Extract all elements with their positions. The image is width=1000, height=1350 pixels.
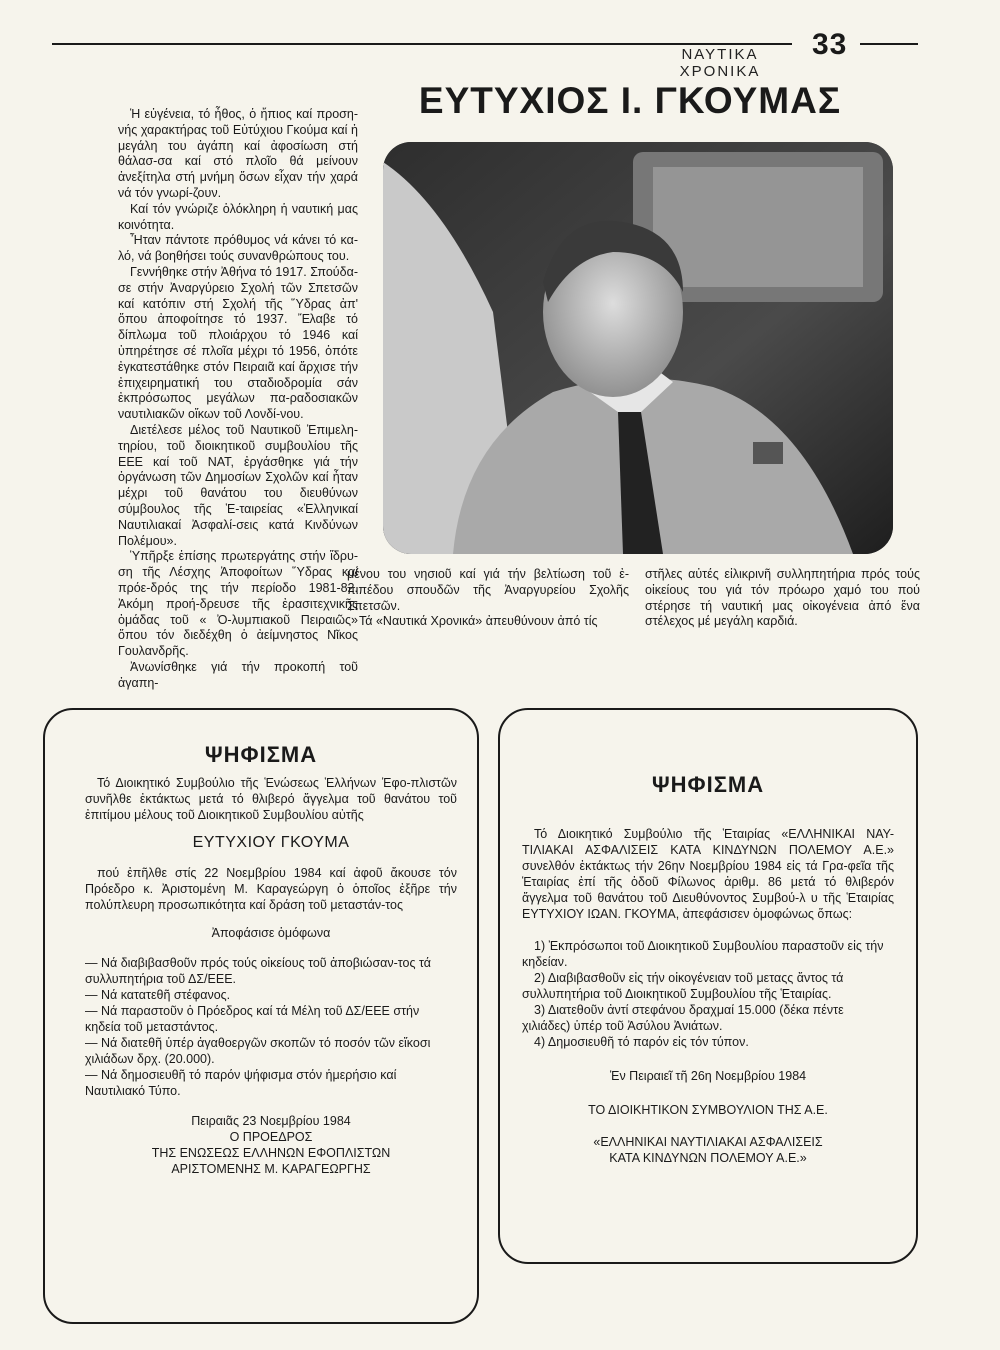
resolution-left-name: ΕΥΤΥΧΙΟΥ ΓΚΟΥΜΑ	[192, 834, 350, 851]
paragraph: Ἀνωνίσθηκε γιά τήν προκοπή τοῦ ἀγαπη-	[118, 659, 358, 690]
resolution-right-title: ΨΗΦΙΣΜΑ	[651, 772, 765, 797]
resolution-left-item: — Νά διαβιβασθοῦν πρός τούς οἰκείους τοῦ ἀποβιώσαν-τος τά συλλυπητήρια τοῦ ΔΣ/ΕΕΕ.	[85, 956, 431, 986]
resolution-right-intro: Τό Διοικητικό Συμβούλιο τῆς Ἑταιρίας «ΕΛΛΗΝΙΚΑΙ ΝΑΥ-ΤΙΛΙΑΚΑΙ ΑΣΦΑΛΙΣΕΙΣ ΚΑΤΑ ΚΙΝΔΥΝΩΝ ΠΟΛΕΜΟΥ Α.Ε.» συνελθόν ἐκτάκτως τήν 26ην Νοεμβρίου 1984 εἰς τά Γρα-φεῖα τῆς Ἑταιρίας ἐπί τῆς ὁδοῦ Φίλωνος ἀριθμ. 86 μετά τό θλιβερόν ἄγγελμα τοῦ θανάτου τοῦ Διευθύνοντος Συμβού-λ υ τῆς Ἑταιρίας ΕΥΤΥΧΙΟΥ ΙΩΑΝ. ΓΚΟΥΜΑ, ἀπεφάσισεν ὁμοφώνως ὅπως:	[522, 827, 894, 921]
paragraph: Ὑπῆρξε ἐπίσης πρωτεργάτης στήν ἵδρυ-ση τῆς Λέσχης Ἀποφοίτων Ὕδρας καί πρόε-δρός της τήν περίοδο 1981-82. Ἀκόμη προή-δρευσε τῆς ἐρασιτεχνικῆς ὁμάδας τοῦ « Ὀ-λυμπιακοῦ Πειραιῶς» ὅπου τόν διεδέχθη ὁ ἀείμνηστος Νῖκος Γουλανδρῆς.	[118, 549, 358, 659]
resolution-left-content	[85, 775, 457, 1177]
header-rule-left	[52, 43, 792, 45]
paragraph: Ἦταν πάντοτε πρόθυμος νά κάνει τό κα-λό, νά βοηθήσει τούς συνανθρώπους του.	[118, 233, 358, 264]
resolution-right-company-1: «ΕΛΛΗΝΙΚΑΙ ΝΑΥΤΙΛΙΑΚΑΙ ΑΣΦΑΛΙΣΕΙΣ	[593, 1135, 823, 1149]
portrait-photo	[383, 142, 893, 554]
article-column-1	[118, 107, 358, 691]
article-title: ΕΥΤΥΧΙΟΣ Ι. ΓΚΟΥΜΑΣ	[418, 80, 842, 121]
header-rule-right	[860, 43, 918, 45]
page-number: 33	[812, 28, 848, 61]
paragraph: Γεννήθηκε στήν Ἀθήνα τό 1917. Σπούδα-σε στήν Ἀναργύρειο Σχολή τῶν Σπετσῶν καί κατόπιν στή Σχολή τῆς Ὕδρας ἀπ' ὅπου ἀποφοίτησε τό 1937. Ἔλαβε τό δίπλωμα τοῦ πλοιάρχου τό 1946 καί ὑπηρέτησε σέ πλοῖα μέχρι τό 1956, ὁπότε ἐγκατεστάθηκε στόν Πειραιᾶ καί ἄρχισε τήν ἐπιχειρηματική του σταδιοδρομία σάν ἐκπρόσωπος μεγάλων πα-ραδοσιακῶν ναυτιλιακῶν οἴκων τοῦ Λονδί-νου.	[118, 264, 358, 422]
portrait-illustration	[383, 142, 893, 554]
resolution-left-item: — Νά διατεθῆ ὑπέρ ἀγαθοεργῶν σκοπῶν τό ποσόν τῶν εἴκοσι χιλιάδων δρχ. (20.000).	[85, 1036, 431, 1066]
resolution-right-item: 1) Ἐκπρόσωποι τοῦ Διοικητικοῦ Συμβουλίου παραστοῦν εἰς τήν κηδείαν.	[522, 939, 884, 969]
signature-line: Ο ΠΡΟΕΔΡΟΣ	[229, 1130, 313, 1144]
signature-line: ΤΗΣ ΕΝΩΣΕΩΣ ΕΛΛΗΝΩΝ ΕΦΟΠΛΙΣΤΩΝ	[151, 1146, 391, 1160]
resolution-left-intro: Τό Διοικητικό Συμβούλιο τῆς Ἑνώσεως Ἑλλήνων Ἐφο-πλιστῶν συνῆλθε ἐκτάκτως μετά τό θλιβερό ἄγγελμα τοῦ θανάτου τοῦ ἐπιτίμου μέλους τοῦ Διοικητικοῦ Συμβουλίου αὐτῆς	[85, 776, 457, 822]
resolution-right-item: 4) Δημοσιευθῆ τό παρόν εἰς τόν τύπον.	[534, 1035, 749, 1049]
resolution-right-content	[522, 826, 894, 1166]
article-column-3	[645, 567, 920, 630]
paragraph: Καί τόν γνώριζε ὁλόκληρη ἡ ναυτική μας κοινότητα.	[118, 201, 358, 232]
resolution-right-item: 3) Διατεθοῦν ἀντί στεφάνου δραχμαί 15.000 (δέκα πέντε χιλιάδες) ὑπέρ τοῦ Ἀσύλου Ἀνιάτων.	[522, 1003, 844, 1033]
resolution-right-item: 2) Διαβιβασθοῦν εἰς τήν οἰκογένειαν τοῦ μεταςς ἄντος τά συλλυπητήρια τοῦ Διοικητικοῦ Συμβουλίου τῆς Ἑταιρίας.	[522, 971, 844, 1001]
magazine-title: ΝΑΥΤΙΚΑ ΧΡΟΝΙΚΑ	[679, 46, 761, 80]
resolution-left-signature	[85, 1113, 457, 1177]
resolution-right-board: ΤΟ ΔΙΟΙΚΗΤΙΚΟΝ ΣΥΜΒΟΥΛΙΟΝ ΤΗΣ Α.Ε.	[588, 1103, 828, 1117]
resolution-left-decision: Ἀποφάσισε ὁμόφωνα	[211, 926, 331, 940]
resolution-right-items	[522, 938, 894, 1050]
resolution-left-item: — Νά κατατεθῆ στέφανος.	[85, 988, 231, 1002]
signature-line: ΑΡΙΣΤΟΜΕΝΗΣ Μ. ΚΑΡΑΓΕΩΡΓΗΣ	[171, 1162, 371, 1176]
resolution-left-item: — Νά παραστοῦν ὁ Πρόεδρος καί τά Μέλη τοῦ ΔΣ/ΕΕΕ στήν κηδεία τοῦ μεταστάντος.	[85, 1004, 420, 1034]
paragraph: μένου του νησιοῦ καί γιά τήν βελτίωση τοῦ ἐ-πιπέδου σπουδῶν τῆς Ἀναργυρείου Σχολῆς Σπετσῶν.	[347, 567, 629, 613]
signature-line: Πειραιᾶς 23 Νοεμβρίου 1984	[191, 1114, 351, 1128]
resolution-left-item: — Νά δημοσιευθῆ τό παρόν ψήφισμα στόν ἡμερήσιο καί Ναυτιλιακό Τύπο.	[85, 1068, 397, 1098]
paragraph: Τά «Ναυτικά Χρονικά» ἀπευθύνουν ἀπό τίς	[359, 614, 598, 629]
resolution-right-place-date: Ἐν Πειραιεῖ τῆ 26η Νοεμβρίου 1984	[609, 1069, 807, 1083]
resolution-left-title: ΨΗΦΙΣΜΑ	[204, 742, 318, 767]
article-column-2	[347, 567, 629, 630]
resolution-left-body: πού ἐπῆλθε στίς 22 Νοεμβρίου 1984 καί ἀφοῦ ἄκουσε τόν Πρόεδρο κ. Ἀριστομένη Μ. Καραγεώργη ὁ ὁποῖος ἐξῆρε τήν πολύπλευρη προσωπικότητα καί δράση τοῦ μεταστάν-τος	[85, 866, 457, 912]
paragraph: Διετέλεσε μέλος τοῦ Ναυτικοῦ Ἐπιμελη-τηρίου, τοῦ διοικητικοῦ συμβουλίου τῆς ΕΕΕ καί τοῦ ΝΑΤ, ἐργάσθηκε γιά τήν ὀργάνωση τῶν Δημοσίων Σχολῶν καί ἦταν μέχρι τοῦ θανάτου του διευθύνων σύμβουλος τῆς Ἑ-ταιρείας «Ἑλληνικαί Ναυτιλιακαί Ἀσφαλί-σεις κατά Κινδύνων Πολέμου».	[118, 422, 358, 548]
resolution-right-company-2: ΚΑΤΑ ΚΙΝΔΥΝΩΝ ΠΟΛΕΜΟΥ Α.Ε.»	[609, 1151, 807, 1165]
paragraph: στῆλες αὐτές εἰλικρινῆ συλληπητήρια πρός τούς οἰκείους του γιά τόν πρόωρο χαμό του πού στέρησε τή ναυτική μας οἰκογένεια ἀπό ἕνα στέλεχος μέ μεγάλη καρδιά.	[645, 567, 920, 629]
paragraph: Ἡ εὐγένεια, τό ἦθος, ὁ ἤπιος καί προση-νής χαρακτήρας τοῦ Εὐτύχιου Γκούμα καί ἡ μεγάλη του ἀγάπη καί ἀφοσίωση στή θάλασ-σα καί στό πλοῖο θά μείνουν ἀνεξίτηλα στή μνήμη ὅσων εἶχαν τήν χαρά νά τόν γνωρί-ζουν.	[118, 107, 358, 200]
